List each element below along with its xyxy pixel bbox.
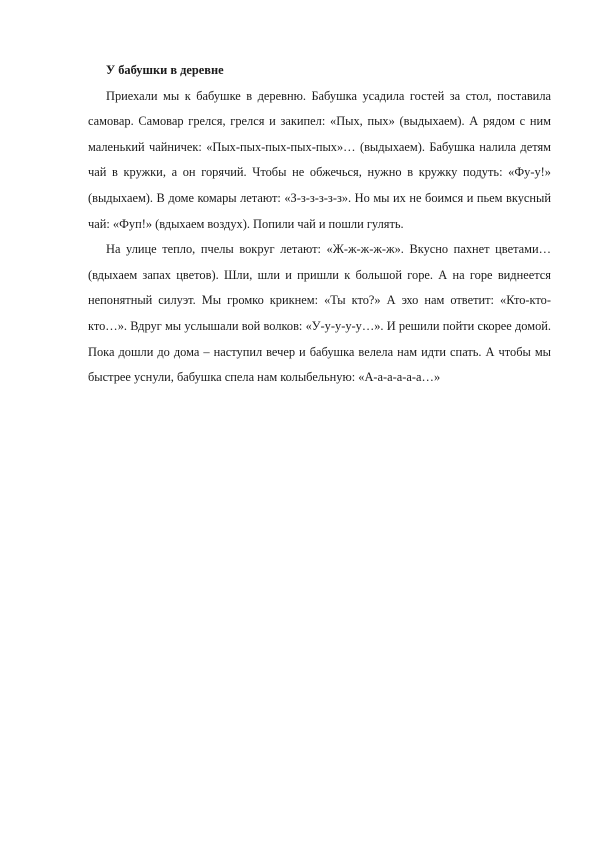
paragraph-1: Приехали мы к бабушке в деревню. Бабушка усадила гостей за стол, поставила самовар. Самовар грелся, грелся и закипел: «Пых, пых» (выдыхаем). А рядом с ним маленький чайничек: «Пых-пых-пых-пых-пых»… (выдыхаем). Бабушка налила детям чай в кружки, а он горячий. Чтобы не обжечься, нужно в кружку подуть: «Фу-у!» (выдыхаем). В доме комары летают: «З-з-з-з-з-з». Но мы их не боимся и пьем вкусный чай: «Фуп!» (вдыхаем воздух). Попили чай и пошли гулять. (88, 88, 551, 231)
paragraph-2: На улице тепло, пчелы вокруг летают: «Ж-ж-ж-ж-ж». Вкусно пахнет цветами…(вдыхаем запах цветов). Шли, шли и пришли к большой горе. А на горе виднеется непонятный силуэт. Мы громко крикнем: «Ты кто?» А эхо нам ответит: «Кто-кто-кто…». Вдруг мы услышали вой волков: «У-у-у-у-у…». И решили пойти скорее домой. Пока дошли до дома – наступил вечер и бабушка велела нам идти спать. А чтобы мы быстрее уснули, бабушка спела нам колыбельную: «А-а-а-а-а-а…» (88, 242, 551, 385)
document-body (88, 58, 551, 391)
document-title: У бабушки в деревне (106, 63, 224, 77)
